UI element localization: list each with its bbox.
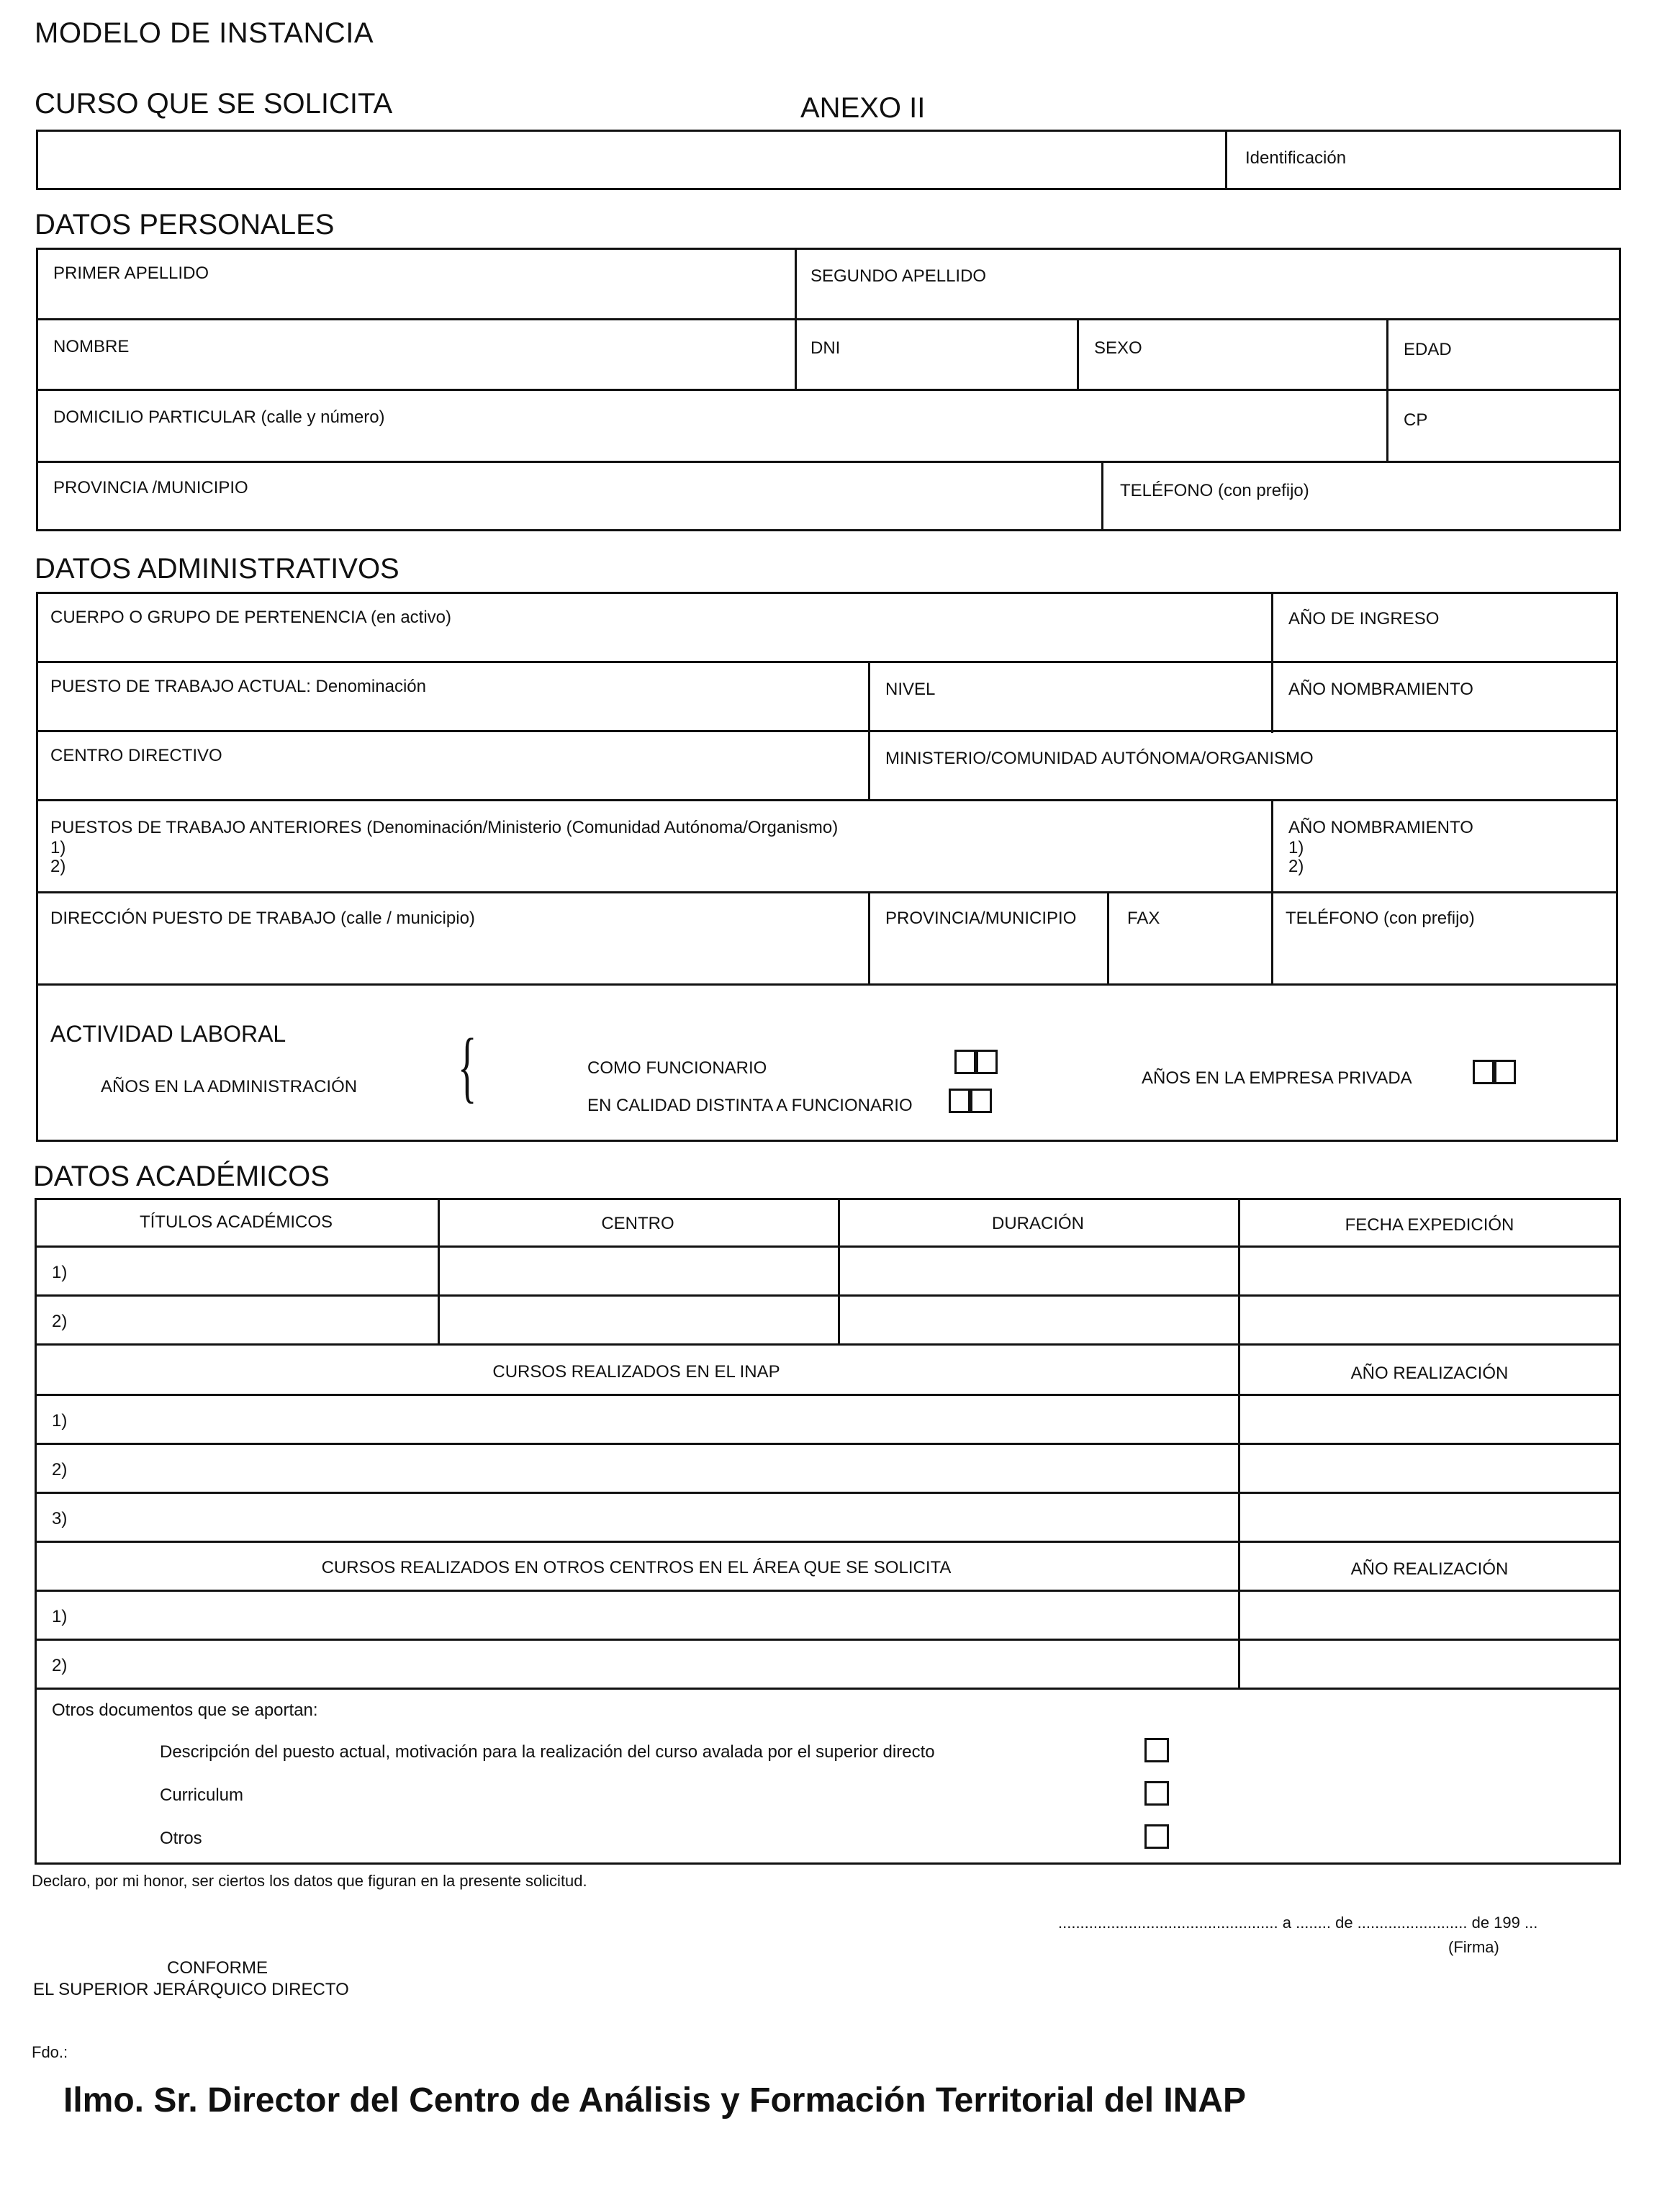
appointment-year-field[interactable]: AÑO NOMBRAMIENTO	[1288, 680, 1473, 699]
inap-course-row-1[interactable]: 1)	[52, 1411, 68, 1431]
fax-field[interactable]: FAX	[1127, 909, 1160, 928]
activity-title: ACTIVIDAD LABORAL	[50, 1021, 286, 1047]
inap-courses-header: CURSOS REALIZADOS EN EL INAP	[492, 1362, 780, 1382]
prev-appointment-2: 2)	[1288, 857, 1304, 876]
col-duration-header: DURACIÓN	[991, 1214, 1084, 1233]
name-field[interactable]: NOMBRE	[53, 337, 130, 356]
personal-section-title: DATOS PERSONALES	[35, 209, 335, 240]
entry-year-field[interactable]: AÑO DE INGRESO	[1288, 609, 1440, 629]
row-divider	[35, 1639, 1621, 1641]
title-row-2[interactable]: 2)	[52, 1312, 68, 1331]
col-center-header: CENTRO	[601, 1214, 674, 1233]
course-label: CURSO QUE SE SOLICITA	[35, 88, 393, 120]
form-title: MODELO DE INSTANCIA	[35, 17, 374, 49]
prev-appointment-year-field[interactable]: AÑO NOMBRAMIENTO	[1288, 818, 1473, 837]
first-surname-field[interactable]: PRIMER APELLIDO	[53, 263, 209, 283]
row-divider	[35, 1541, 1621, 1543]
row-divider	[35, 1492, 1621, 1494]
work-address-field[interactable]: DIRECCIÓN PUESTO DE TRABAJO (calle / municipio)	[50, 909, 475, 928]
col-divider	[1101, 461, 1103, 531]
province-field[interactable]: PROVINCIA /MUNICIPIO	[53, 478, 248, 497]
level-field[interactable]: NIVEL	[885, 680, 936, 699]
other-capacity-label: EN CALIDAD DISTINTA A FUNCIONARIO	[587, 1096, 913, 1115]
prev-appointment-1: 1)	[1288, 838, 1304, 857]
row-divider	[36, 799, 1618, 801]
col-divider	[1386, 318, 1388, 461]
conforme-label: CONFORME	[167, 1958, 268, 1978]
col-divider	[795, 248, 797, 389]
years-private-digit1-box[interactable]	[1473, 1060, 1494, 1084]
col-divider	[1271, 592, 1273, 733]
other-year-header: AÑO REALIZACIÓN	[1350, 1559, 1509, 1579]
previous-post-2: 2)	[50, 857, 66, 876]
annex-label: ANEXO II	[800, 92, 926, 124]
row-divider	[36, 983, 1618, 986]
row-divider	[36, 318, 1621, 320]
col-date-header: FECHA EXPEDICIÓN	[1345, 1215, 1514, 1235]
other-courses-header: CURSOS REALIZADOS EN OTROS CENTROS EN EL ÁREA QUE SE SOLICITA	[321, 1558, 952, 1577]
dni-field[interactable]: DNI	[810, 338, 841, 358]
divider	[1225, 130, 1227, 190]
col-divider	[868, 891, 870, 983]
declaration-text: Declaro, por mi honor, ser ciertos los datos que figuran en la presente solicitud.	[32, 1872, 587, 1890]
col-divider	[1107, 891, 1109, 983]
doc-description-checkbox[interactable]	[1144, 1738, 1169, 1762]
address-field[interactable]: DOMICILIO PARTICULAR (calle y número)	[53, 407, 385, 427]
sex-field[interactable]: SEXO	[1094, 338, 1142, 358]
years-private-label: AÑOS EN LA EMPRESA PRIVADA	[1142, 1068, 1412, 1088]
as-official-digit1-box[interactable]	[954, 1050, 976, 1074]
identification-label: Identificación	[1245, 148, 1347, 168]
col-titles-header: TÍTULOS ACADÉMICOS	[139, 1212, 333, 1232]
as-official-digit2-box[interactable]	[976, 1050, 998, 1074]
docs-label: Otros documentos que se aportan:	[52, 1700, 318, 1720]
years-private-digit2-box[interactable]	[1494, 1060, 1516, 1084]
doc-other-checkbox[interactable]	[1144, 1824, 1169, 1849]
date-line[interactable]: .................................................. a ........ de ......................... de 199 ...	[1058, 1914, 1538, 1932]
doc-other-label: Otros	[160, 1829, 202, 1848]
second-surname-field[interactable]: SEGUNDO APELLIDO	[810, 266, 987, 286]
work-phone-field[interactable]: TELÉFONO (con prefijo)	[1286, 909, 1475, 928]
fdo-label: Fdo.:	[32, 2043, 68, 2061]
row-divider	[35, 1688, 1621, 1690]
previous-post-1: 1)	[50, 838, 66, 857]
academic-section-title: DATOS ACADÉMICOS	[33, 1161, 330, 1192]
inap-course-row-2[interactable]: 2)	[52, 1460, 68, 1479]
col-divider	[1238, 1198, 1240, 1688]
signature-label: (Firma)	[1448, 1938, 1499, 1956]
superior-label: EL SUPERIOR JERÁRQUICO DIRECTO	[33, 1980, 349, 1999]
cp-field[interactable]: CP	[1404, 410, 1428, 430]
other-capacity-digit1-box[interactable]	[949, 1089, 970, 1113]
directive-center-field[interactable]: CENTRO DIRECTIVO	[50, 746, 222, 765]
row-divider	[36, 389, 1621, 391]
admin-section-title: DATOS ADMINISTRATIVOS	[35, 553, 399, 585]
addressee-line: Ilmo. Sr. Director del Centro de Análisis y Formación Territorial del INAP	[63, 2081, 1247, 2119]
phone-field[interactable]: TELÉFONO (con prefijo)	[1120, 481, 1309, 500]
col-divider	[1271, 799, 1273, 983]
row-divider	[35, 1394, 1621, 1396]
doc-curriculum-label: Curriculum	[160, 1785, 244, 1805]
row-divider	[36, 730, 1618, 732]
inap-year-header: AÑO REALIZACIÓN	[1350, 1364, 1509, 1383]
admin-table	[36, 592, 1618, 1142]
course-field[interactable]	[36, 130, 1621, 190]
doc-curriculum-checkbox[interactable]	[1144, 1781, 1169, 1806]
row-divider	[36, 661, 1618, 663]
current-post-field[interactable]: PUESTO DE TRABAJO ACTUAL: Denominación	[50, 677, 426, 696]
title-row-1[interactable]: 1)	[52, 1263, 68, 1282]
row-divider	[35, 1590, 1621, 1592]
row-divider	[36, 891, 1618, 893]
work-province-field[interactable]: PROVINCIA/MUNICIPIO	[885, 909, 1077, 928]
other-course-row-1[interactable]: 1)	[52, 1607, 68, 1626]
brace-icon: {	[458, 1022, 477, 1110]
col-divider	[868, 661, 870, 801]
row-divider	[35, 1343, 1621, 1346]
row-divider	[35, 1245, 1621, 1248]
previous-posts-field[interactable]: PUESTOS DE TRABAJO ANTERIORES (Denominación/Ministerio (Comunidad Autónoma/Organismo)	[50, 818, 839, 837]
other-capacity-digit2-box[interactable]	[970, 1089, 992, 1113]
academic-table	[35, 1198, 1621, 1865]
corps-field[interactable]: CUERPO O GRUPO DE PERTENENCIA (en activo)	[50, 608, 452, 627]
doc-description-label: Descripción del puesto actual, motivación para la realización del curso avalada por el superior directo	[160, 1742, 935, 1762]
inap-course-row-3[interactable]: 3)	[52, 1509, 68, 1528]
row-divider	[35, 1443, 1621, 1445]
row-divider	[35, 1294, 1621, 1297]
other-course-row-2[interactable]: 2)	[52, 1656, 68, 1675]
ministry-field[interactable]: MINISTERIO/COMUNIDAD AUTÓNOMA/ORGANISMO	[885, 749, 1314, 768]
as-official-label: COMO FUNCIONARIO	[587, 1058, 767, 1078]
row-divider	[36, 461, 1621, 463]
col-divider	[1077, 318, 1079, 389]
age-field[interactable]: EDAD	[1404, 340, 1452, 359]
years-admin-label: AÑOS EN LA ADMINISTRACIÓN	[101, 1077, 358, 1096]
